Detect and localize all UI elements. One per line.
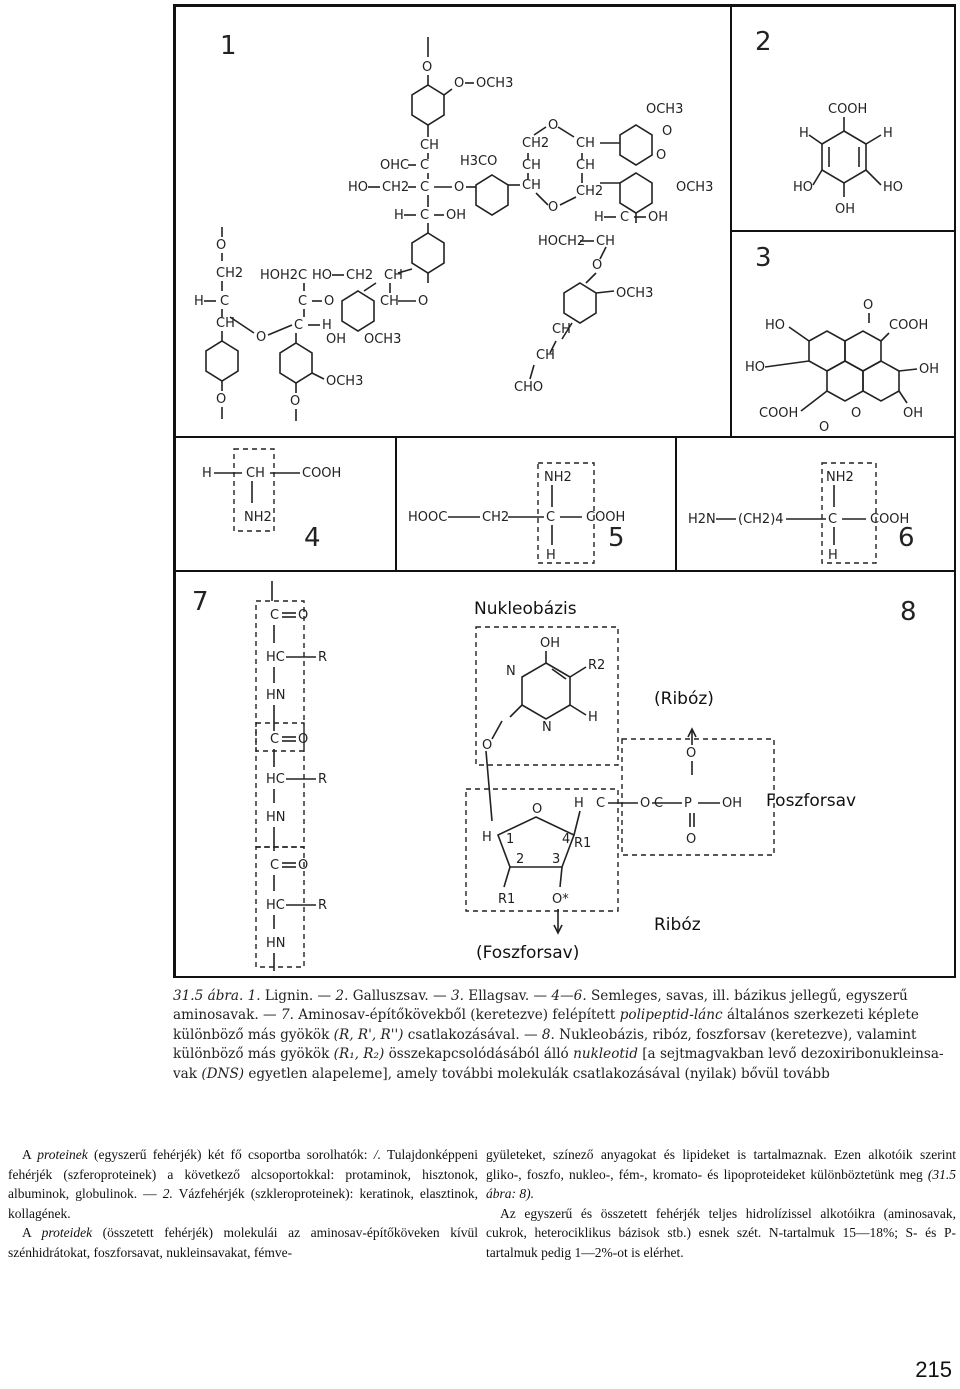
label-riboz: Ribóz <box>654 915 701 935</box>
svg-text:CH: CH <box>420 138 439 153</box>
svg-text:R: R <box>318 772 328 787</box>
svg-text:O: O <box>686 746 697 761</box>
label-riboz-paren: (Ribóz) <box>654 689 714 709</box>
svg-text:O: O <box>298 858 309 873</box>
label-foszforsav: Foszforsav <box>766 791 857 811</box>
svg-text:O: O <box>454 76 465 91</box>
caption-text: különböző más gyökök <box>173 1046 334 1063</box>
svg-text:P: P <box>684 796 692 811</box>
svg-text:O: O <box>548 118 559 133</box>
svg-text:1: 1 <box>506 832 515 847</box>
body-text: proteidek <box>41 1225 93 1241</box>
caption-text: 4—6. <box>551 988 587 1004</box>
svg-text:HOCH2: HOCH2 <box>538 234 586 249</box>
svg-text:H: H <box>828 548 838 563</box>
svg-text:COOH: COOH <box>870 512 910 527</box>
panel-number-3: 3 <box>755 243 772 273</box>
svg-text:R1: R1 <box>574 836 592 851</box>
caption-text: Ellagsav. — <box>463 988 552 1004</box>
svg-text:H: H <box>202 466 212 481</box>
label-foszforsav-paren: (Foszforsav) <box>476 943 580 963</box>
caption-text: 8. <box>541 1026 555 1043</box>
panel-number-8: 8 <box>900 597 917 627</box>
caption-text: polipeptid-lánc <box>619 1007 723 1024</box>
svg-text:O: O <box>454 180 465 195</box>
caption-text: 31.5 ábra. 1. <box>173 988 261 1004</box>
amino-acidic-structure <box>396 437 676 571</box>
svg-text:R: R <box>318 898 328 913</box>
ellagsav-structure <box>731 231 955 437</box>
svg-text:C: C <box>270 858 280 873</box>
svg-text:HO: HO <box>883 180 904 195</box>
svg-text:H: H <box>594 210 604 225</box>
label-nukleobazis: Nukleobázis <box>474 599 577 619</box>
paragraph <box>486 1145 956 1204</box>
caption-text: általános szerkezeti képlete <box>722 1007 919 1024</box>
caption-text: aminosavak. — <box>173 1007 281 1024</box>
panel-amino-acidic <box>395 436 677 572</box>
caption-text: 7. <box>280 1007 294 1024</box>
polypeptide-chain <box>176 571 336 971</box>
svg-text:OCH3: OCH3 <box>616 286 654 301</box>
body-text: /. <box>373 1147 381 1162</box>
svg-text:C: C <box>546 510 556 525</box>
svg-text:O: O <box>418 294 429 309</box>
svg-text:CH: CH <box>552 322 571 337</box>
svg-text:C: C <box>596 796 606 811</box>
caption-text: összekapcsolódásából álló <box>384 1046 574 1063</box>
svg-text:CH2: CH2 <box>382 180 410 195</box>
body-column-left <box>8 1145 478 1263</box>
svg-text:4: 4 <box>562 832 571 847</box>
svg-text:OH: OH <box>722 796 743 811</box>
svg-text:COOH: COOH <box>889 318 929 333</box>
svg-text:C: C <box>298 268 308 283</box>
amino-basic-structure <box>676 437 955 571</box>
caption-text: vak <box>173 1065 202 1082</box>
svg-text:O: O <box>256 330 267 345</box>
svg-text:OH: OH <box>903 406 924 421</box>
svg-text:CH: CH <box>576 136 595 151</box>
svg-text:2: 2 <box>516 852 525 867</box>
svg-text:CH: CH <box>522 178 541 193</box>
body-column-right <box>486 1145 956 1263</box>
svg-text:CHO: CHO <box>514 380 544 395</box>
svg-text:O: O <box>482 738 493 753</box>
svg-text:NH2: NH2 <box>826 470 854 485</box>
svg-text:HN: HN <box>266 688 286 703</box>
svg-text:3: 3 <box>552 852 561 867</box>
svg-text:H: H <box>799 126 809 141</box>
body-text: gyületeket, színező anyagokat és lipideket is tartalmaznak. Ezen alkotóik szerint gliko-, foszfo, nukleo-, fém-, kromato- és lipoproteideket különböztetünk meg <box>486 1147 956 1182</box>
svg-text:N: N <box>506 664 516 679</box>
svg-text:HC: HC <box>266 898 285 913</box>
svg-text:OH: OH <box>835 202 856 217</box>
svg-text:HC: HC <box>266 772 285 787</box>
svg-text:OCH3: OCH3 <box>476 76 514 91</box>
amino-neutral-structure <box>176 437 396 571</box>
svg-text:C: C <box>270 608 280 623</box>
svg-text:OH: OH <box>919 362 940 377</box>
svg-text:CH: CH <box>246 466 265 481</box>
svg-text:OHC: OHC <box>380 158 410 173</box>
body-text: (összetett fehérjék) molekulái az aminosav-építőköveken kívül szénhidrátokat, foszforsavat, nukleinsavakat, fémve- <box>8 1225 478 1260</box>
svg-text:H: H <box>482 830 492 845</box>
svg-text:R1: R1 <box>498 892 516 907</box>
svg-text:HO: HO <box>765 318 786 333</box>
caption-text: (DNS) <box>201 1065 245 1082</box>
svg-text:CH2: CH2 <box>576 184 604 199</box>
caption-text: (R₁, R₂) <box>333 1046 385 1063</box>
svg-text:R2: R2 <box>588 658 606 673</box>
svg-text:C: C <box>420 158 430 173</box>
svg-text:C: C <box>220 294 230 309</box>
caption-text: 3. <box>450 988 464 1004</box>
svg-text:O: O <box>819 420 830 435</box>
svg-text:O: O <box>298 732 309 747</box>
svg-text:OCH3: OCH3 <box>364 332 402 347</box>
svg-text:O: O <box>216 238 227 253</box>
panel-number-6: 6 <box>898 523 915 553</box>
svg-text:O: O <box>686 832 697 847</box>
svg-text:HOH2: HOH2 <box>260 268 299 283</box>
page-number: 215 <box>915 1357 952 1382</box>
svg-text:CH: CH <box>536 348 555 363</box>
caption-text: Nukleobázis, ribóz, foszforsav (keretezve), valamint <box>554 1026 917 1043</box>
svg-text:O: O <box>298 608 309 623</box>
svg-text:O: O <box>592 258 603 273</box>
svg-text:OH: OH <box>648 210 669 225</box>
svg-text:H: H <box>546 548 556 563</box>
svg-text:HOOC: HOOC <box>408 510 448 525</box>
caption-text: egyetlen alapeleme], amely további molekulák csatlakozásával (nyilak) bővül tovább <box>244 1065 830 1082</box>
body-text: (31.5 ábra: 8). <box>486 1166 956 1202</box>
svg-text:HO: HO <box>312 268 333 283</box>
caption-text: (R, R', R'') <box>333 1026 404 1043</box>
svg-text:NH2: NH2 <box>544 470 572 485</box>
paragraph <box>8 1145 478 1223</box>
svg-text:HN: HN <box>266 810 286 825</box>
panel-number-1: 1 <box>220 31 237 61</box>
svg-text:O: O <box>640 796 651 811</box>
svg-text:COOH: COOH <box>302 466 342 481</box>
svg-text:HN: HN <box>266 936 286 951</box>
panel-ellagsav <box>730 230 956 438</box>
figure-frame <box>173 4 956 978</box>
caption-text: csatlakozásával. — <box>403 1026 542 1043</box>
paragraph: Az egyszerű és összetett fehérjék teljes hidrolízissel alkotóikra (aminosavak, cukrok, heterociklikus bázisok stb.) esnek szét. N-tartalmuk 15—18%; S- és P-tartalmuk pedig 1—2%-ot is elérhet. <box>486 1205 956 1260</box>
galluszsav-structure <box>731 7 955 231</box>
svg-text:COOH: COOH <box>828 102 868 117</box>
panel-number-2: 2 <box>755 27 772 57</box>
svg-text:H: H <box>883 126 893 141</box>
body-text: Tulajdonképpeni fehérjék (szferoproteinek) a következő alcsoportokkal: protaminok, hisztonok, albuminok, globulinok. — <box>8 1147 478 1202</box>
svg-text:O: O <box>662 124 673 139</box>
svg-text:O: O <box>851 406 862 421</box>
svg-text:CH2: CH2 <box>346 268 374 283</box>
body-text: A <box>22 1147 38 1162</box>
svg-text:O*: O* <box>552 892 569 907</box>
svg-text:CH2: CH2 <box>216 266 244 281</box>
svg-text:O: O <box>422 60 433 75</box>
svg-text:COOH: COOH <box>759 406 799 421</box>
nucleotide-structure <box>356 571 956 971</box>
body-text: A <box>22 1225 42 1241</box>
body-text: 2. <box>162 1186 173 1202</box>
svg-text:H: H <box>194 294 204 309</box>
svg-text:N: N <box>542 720 552 735</box>
svg-text:OH: OH <box>540 636 561 651</box>
svg-text:C: C <box>420 180 430 195</box>
svg-text:NH2: NH2 <box>244 510 272 525</box>
svg-text:H2N: H2N <box>688 512 716 527</box>
svg-text:CH2: CH2 <box>522 136 550 151</box>
svg-text:HO: HO <box>745 360 766 375</box>
body-text: Vázfehérjék (szkleroproteinek): keratinok, elasztinok, kollagének. <box>8 1186 478 1221</box>
svg-text:OCH3: OCH3 <box>646 102 684 117</box>
svg-text:R: R <box>318 650 328 665</box>
svg-text:OCH3: OCH3 <box>326 374 364 389</box>
panel-number-7: 7 <box>192 587 209 617</box>
paragraph <box>8 1223 478 1262</box>
svg-text:O: O <box>532 802 543 817</box>
svg-text:C: C <box>828 512 838 527</box>
svg-text:(CH2)4: (CH2)4 <box>738 512 784 527</box>
caption-text: 2. <box>335 988 349 1004</box>
caption-text: Lignin. — <box>260 988 336 1004</box>
lignin-structure <box>176 7 731 437</box>
panel-lignin <box>175 6 732 438</box>
svg-text:O: O <box>324 294 335 309</box>
svg-text:CH: CH <box>380 294 399 309</box>
svg-text:H3CO: H3CO <box>460 154 498 169</box>
svg-text:COOH: COOH <box>586 510 626 525</box>
svg-text:CH: CH <box>596 234 615 249</box>
svg-text:HO: HO <box>793 180 814 195</box>
svg-text:OH: OH <box>446 208 467 223</box>
svg-text:CH: CH <box>384 268 403 283</box>
svg-text:O: O <box>656 148 667 163</box>
svg-text:O: O <box>216 392 227 407</box>
caption-text: [a sejtmagvakban levő dezoxiribonukleinsa- <box>637 1046 944 1063</box>
svg-text:CH: CH <box>576 158 595 173</box>
body-text: proteinek <box>37 1147 88 1162</box>
svg-text:H: H <box>574 796 584 811</box>
svg-text:H: H <box>322 318 332 333</box>
svg-text:CH: CH <box>216 316 235 331</box>
svg-text:H: H <box>394 208 404 223</box>
svg-text:C: C <box>420 208 430 223</box>
panel-amino-basic <box>675 436 956 572</box>
caption-text: nukleotid <box>573 1046 638 1063</box>
svg-text:HO: HO <box>348 180 369 195</box>
svg-text:O: O <box>548 200 559 215</box>
svg-text:O: O <box>863 298 874 313</box>
caption-text: Semleges, savas, ill. bázikus jellegű, egyszerű <box>586 988 908 1004</box>
svg-text:H: H <box>588 710 598 725</box>
svg-text:OCH3: OCH3 <box>676 180 714 195</box>
svg-text:O: O <box>290 394 301 409</box>
svg-text:OH: OH <box>326 332 347 347</box>
caption-text: Galluszsav. — <box>348 988 451 1004</box>
panel-number-5: 5 <box>608 523 625 553</box>
body-text: (egyszerű fehérjék) két fő csoportba sorolhatók: <box>87 1147 374 1162</box>
svg-text:C: C <box>270 732 280 747</box>
svg-text:CH: CH <box>522 158 541 173</box>
svg-text:C: C <box>298 294 308 309</box>
panel-number-4: 4 <box>304 523 321 553</box>
svg-text:CH2: CH2 <box>482 510 510 525</box>
svg-text:HC: HC <box>266 650 285 665</box>
panel-polypeptide-nucleotide <box>175 570 956 978</box>
svg-text:C: C <box>620 210 630 225</box>
figure-caption <box>173 987 956 1084</box>
panel-amino-neutral <box>175 436 397 572</box>
svg-text:C: C <box>654 796 664 811</box>
svg-text:C: C <box>294 318 304 333</box>
caption-text: különböző más gyökök <box>173 1026 334 1043</box>
caption-text: Aminosav-építőkövekből (keretezve) felépített <box>293 1007 620 1024</box>
panel-galluszsav <box>730 6 956 232</box>
